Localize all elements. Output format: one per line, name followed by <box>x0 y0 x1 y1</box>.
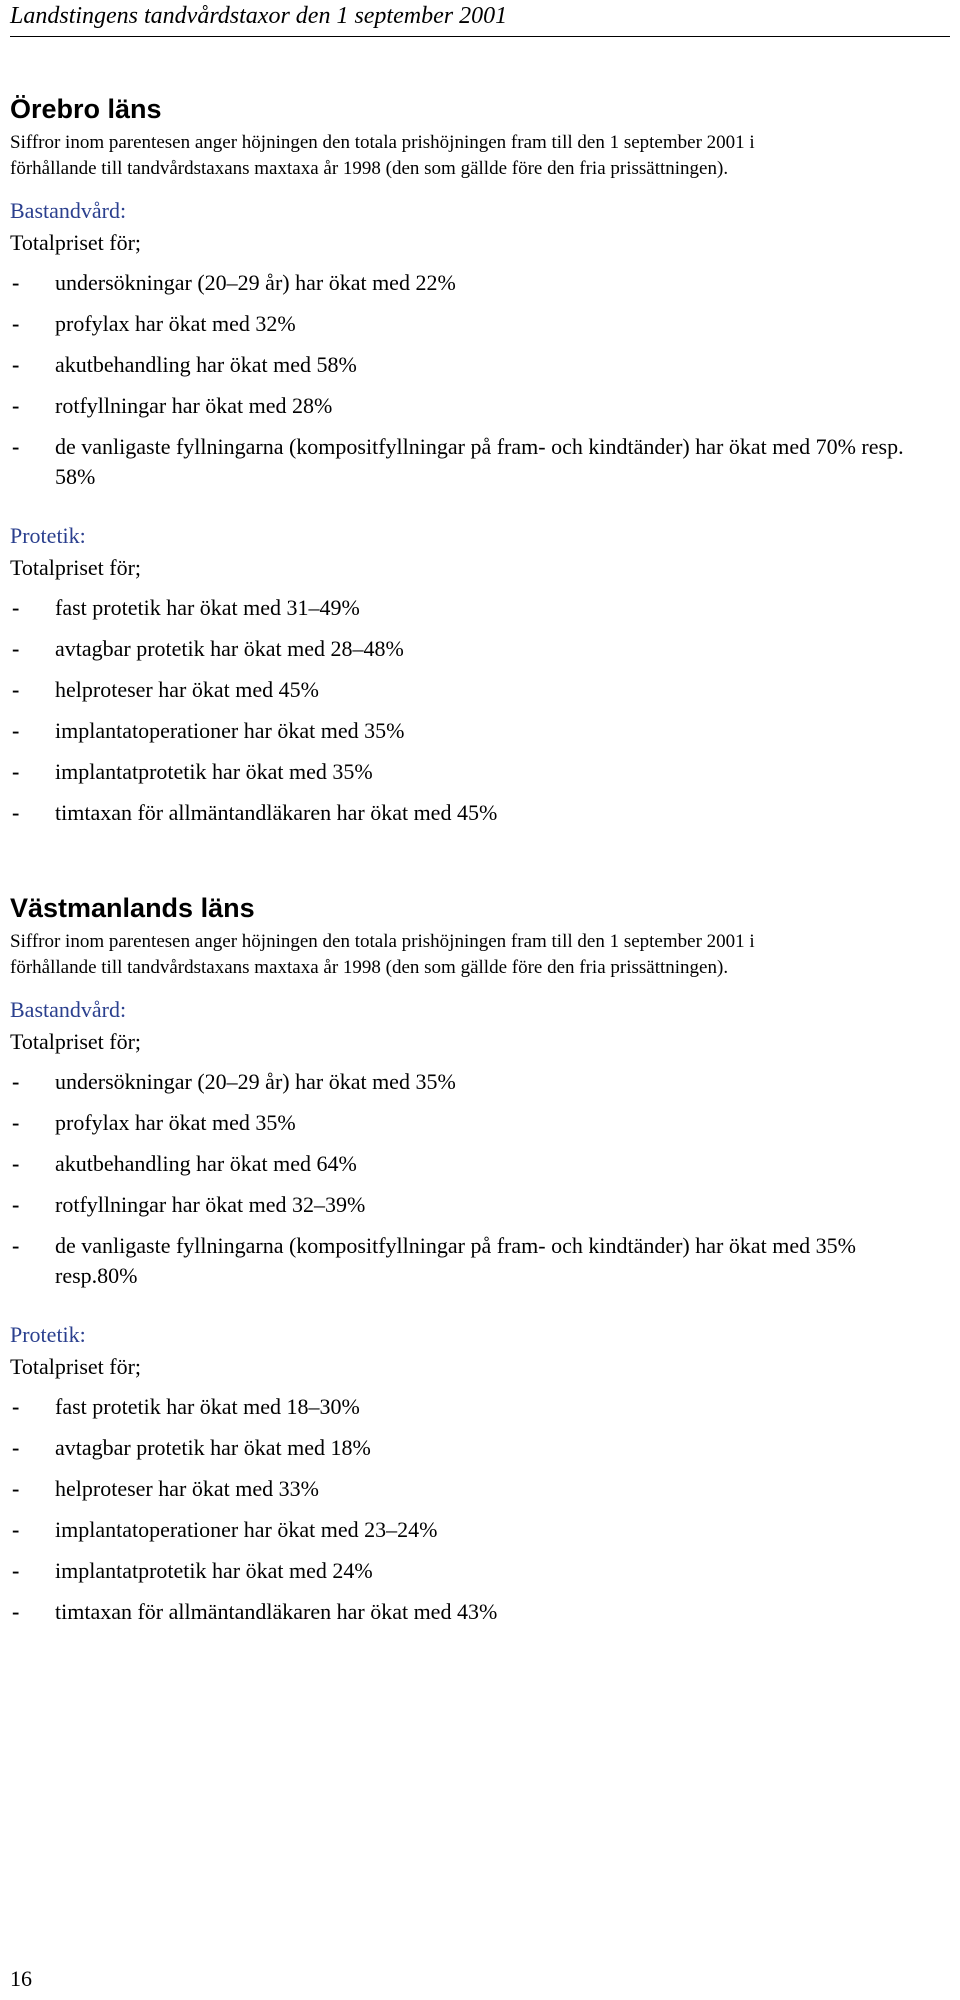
list-item: - profylax har ökat med 32% <box>10 309 940 339</box>
list-item: - rotfyllningar har ökat med 28% <box>10 391 940 421</box>
section-vastmanland <box>10 891 940 1627</box>
section-title: Västmanlands läns <box>10 893 255 923</box>
list-marker: - <box>12 1151 20 1176</box>
protetik-heading: Protetik: <box>10 1322 86 1347</box>
list-marker: - <box>12 1233 20 1258</box>
bastandvard-heading: Bastandvård: <box>10 997 127 1022</box>
bastandvard-heading: Bastandvård: <box>10 198 127 223</box>
list-item: - timtaxan för allmäntandläkaren har ökat med 45% <box>10 798 940 828</box>
block-lead: Totalpriset för; <box>10 555 142 580</box>
intro-line: förhållande till tandvårdstaxans maxtaxa år 1998 (den som gällde före den fria prissättningen). <box>10 957 729 978</box>
section-orebro <box>10 92 940 828</box>
block-lead: Totalpriset för; <box>10 1354 142 1379</box>
intro-line: Siffror inom parentesen anger höjningen den totala prishöjningen fram till den 1 september 2001 i <box>10 931 755 952</box>
list-item: - timtaxan för allmäntandläkaren har ökat med 43% <box>10 1597 940 1627</box>
list-marker: - <box>12 393 20 418</box>
list-marker: - <box>12 759 20 784</box>
page-number: 16 <box>10 1966 32 1991</box>
list-item: - helproteser har ökat med 45% <box>10 675 940 705</box>
section-intro <box>10 929 940 981</box>
list-item: - de vanligaste fyllningarna (kompositfyllningar på fram- och kindtänder) har ökat med 70% resp. 58% <box>12 434 904 489</box>
protetik-list <box>10 593 940 828</box>
list-item: - fast protetik har ökat med 31–49% <box>10 593 940 623</box>
list-marker: - <box>12 1394 20 1419</box>
list-marker: - <box>12 1558 20 1583</box>
list-item: - avtagbar protetik har ökat med 28–48% <box>10 634 940 664</box>
bastandvard-list <box>10 1067 940 1291</box>
list-marker: - <box>12 677 20 702</box>
list-marker: - <box>12 1192 20 1217</box>
list-marker: - <box>12 636 20 661</box>
protetik-list <box>10 1392 940 1627</box>
list-item: - akutbehandling har ökat med 58% <box>10 350 940 380</box>
list-marker: - <box>12 1069 20 1094</box>
list-marker: - <box>12 352 20 377</box>
list-marker: - <box>12 1599 20 1624</box>
list-item: - undersökningar (20–29 år) har ökat med 35% <box>10 1067 940 1097</box>
list-item: - implantatoperationer har ökat med 35% <box>10 716 940 746</box>
list-item: - implantatprotetik har ökat med 24% <box>10 1556 940 1586</box>
intro-line: Siffror inom parentesen anger höjningen den totala prishöjningen fram till den 1 september 2001 i <box>10 132 755 153</box>
block-lead: Totalpriset för; <box>10 230 142 255</box>
list-marker: - <box>12 1110 20 1135</box>
list-item: - akutbehandling har ökat med 64% <box>10 1149 940 1179</box>
list-marker: - <box>12 1476 20 1501</box>
list-item: - rotfyllningar har ökat med 32–39% <box>10 1190 940 1220</box>
list-marker: - <box>12 718 20 743</box>
list-item: - de vanligaste fyllningarna (kompositfyllningar på fram- och kindtänder) har ökat med 35% resp.80% <box>12 1233 856 1288</box>
list-item: - implantatoperationer har ökat med 23–24% <box>10 1515 940 1545</box>
page-header: Landstingens tandvårdstaxor den 1 september 2001 <box>10 0 950 37</box>
bastandvard-list <box>10 268 940 492</box>
list-item: - fast protetik har ökat med 18–30% <box>10 1392 940 1422</box>
section-title: Örebro läns <box>10 94 162 124</box>
list-item: - undersökningar (20–29 år) har ökat med 22% <box>10 268 940 298</box>
list-marker: - <box>12 434 20 459</box>
list-marker: - <box>12 1517 20 1542</box>
document-body <box>10 92 940 1638</box>
list-item: - implantatprotetik har ökat med 35% <box>10 757 940 787</box>
intro-line: förhållande till tandvårdstaxans maxtaxa år 1998 (den som gällde före den fria prissättningen). <box>10 158 729 179</box>
list-item: - profylax har ökat med 35% <box>10 1108 940 1138</box>
list-marker: - <box>12 800 20 825</box>
list-marker: - <box>12 311 20 336</box>
list-item: - helproteser har ökat med 33% <box>10 1474 940 1504</box>
section-intro <box>10 130 940 182</box>
list-marker: - <box>12 270 20 295</box>
protetik-heading: Protetik: <box>10 523 86 548</box>
block-lead: Totalpriset för; <box>10 1029 142 1054</box>
list-marker: - <box>12 1435 20 1460</box>
list-item: - avtagbar protetik har ökat med 18% <box>10 1433 940 1463</box>
list-marker: - <box>12 595 20 620</box>
